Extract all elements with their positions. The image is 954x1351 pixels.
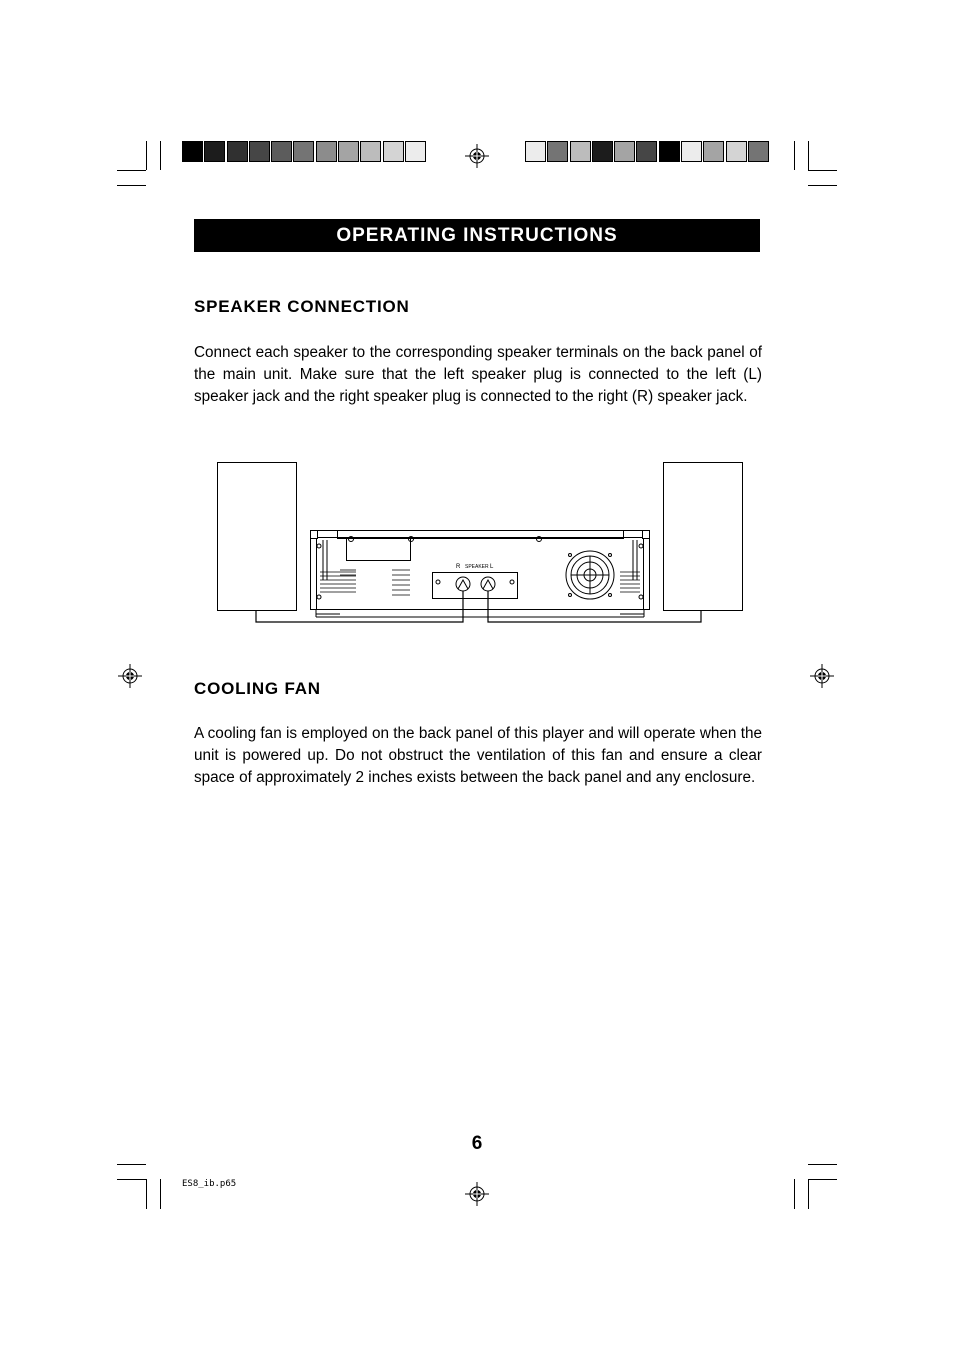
terminal-label-right: R [456, 564, 461, 570]
terminal-label-speaker: SPEAKER [465, 564, 489, 570]
file-name-label: ES8_ib.p65 [182, 1179, 237, 1189]
section-heading-cooling-fan: COOLING FAN [194, 679, 321, 698]
main-unit-back-panel [311, 531, 650, 618]
speaker-connection-paragraph: Connect each speaker to the corresponding speaker terminals on the back panel of the main unit. Make sure that the left speaker plug is connected to the left (L) speaker jack and the right speaker plug is connected to the right (R) speaker jack. [194, 344, 762, 405]
section-heading-speaker-connection: SPEAKER CONNECTION [194, 297, 410, 316]
right-speaker [664, 463, 743, 611]
cooling-fan-paragraph: A cooling fan is employed on the back panel of this player and will operate when the unit is powered up. Do not obstruct the ventilation of this fan and ensure a clear space of approximately 2 inches exists between the back panel and any enclosure. [194, 725, 762, 786]
page-number: 6 [471, 1133, 483, 1154]
left-speaker [218, 463, 297, 611]
terminal-label-left: L [490, 564, 494, 570]
page-title: OPERATING INSTRUCTIONS [194, 219, 760, 252]
